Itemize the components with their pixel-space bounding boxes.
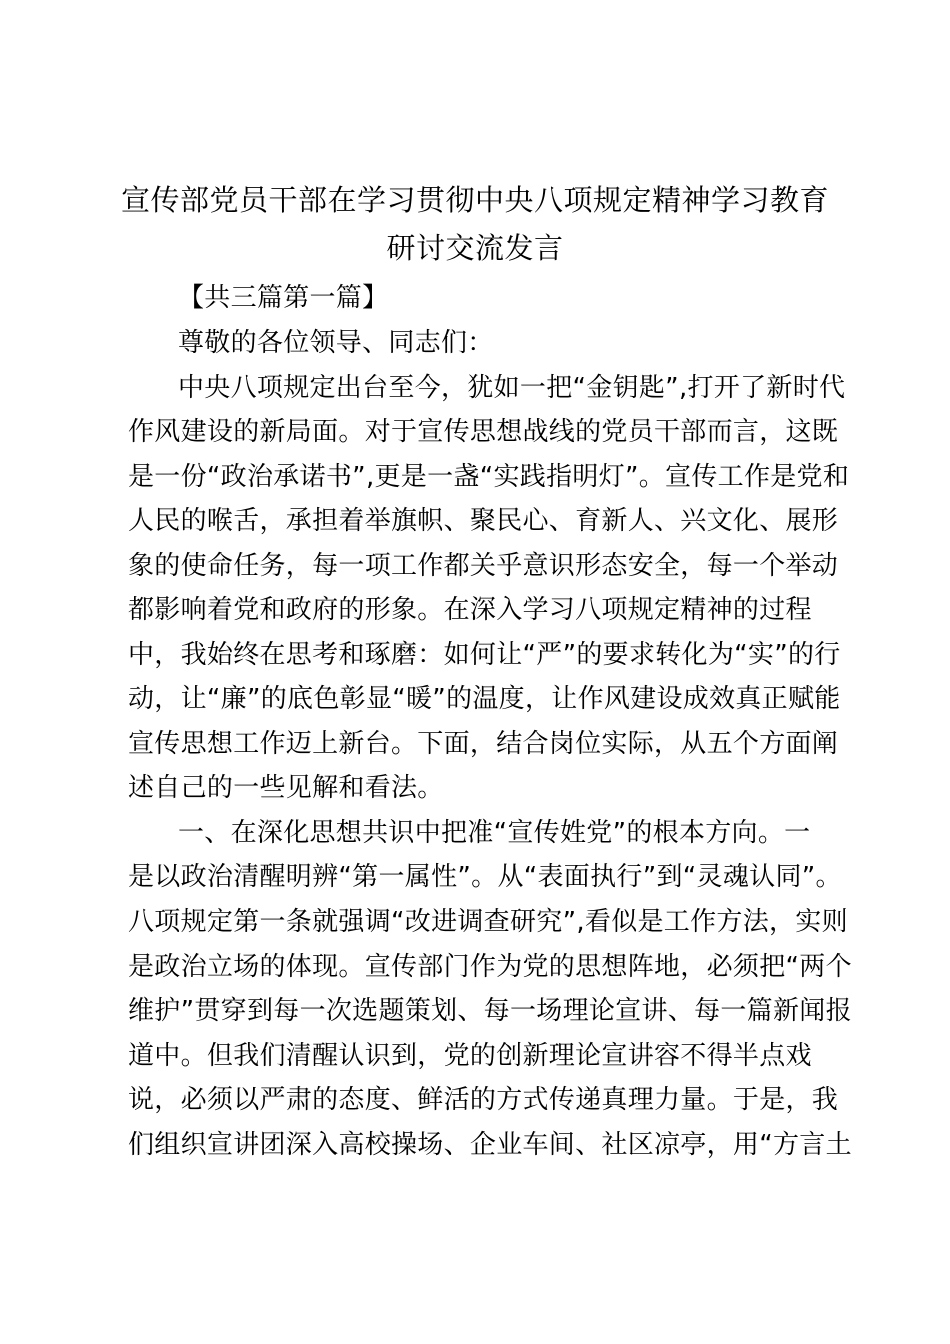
document-title-line-1: 宣传部党员干部在学习贯彻中央八项规定精神学习教育 — [120, 183, 829, 217]
paragraph-line: 是政治立场的体现。宣传部门作为党的思想阵地，必须把“两个 — [128, 952, 852, 982]
document-subtitle: 【共三篇第一篇】 — [178, 283, 389, 313]
paragraph-line: 中，我始终在思考和琢磨：如何让“严”的要求转化为“实”的行 — [128, 640, 841, 670]
document-title-line-2: 研讨交流发言 — [386, 231, 564, 265]
paragraph-line: 是一份“政治承诺书”,更是一盏“实践指明灯”。宣传工作是党和 — [128, 462, 850, 492]
paragraph-line: 动，让“廉”的底色彰显“暖”的温度，让作风建设成效真正赋能 — [128, 684, 841, 714]
paragraph-line: 是以政治清醒明辨“第一属性”。从“表面执行”到“灵魂认同”。 — [128, 862, 842, 892]
paragraph-line: 中央八项规定出台至今，犹如一把“金钥匙”,打开了新时代 — [178, 373, 846, 403]
salutation: 尊敬的各位领导、同志们： — [178, 328, 494, 358]
paragraph-line: 宣传思想工作迈上新台。下面，结合岗位实际，从五个方面阐 — [128, 729, 839, 759]
paragraph-line: 八项规定第一条就强调“改进调查研究”,看似是工作方法，实则 — [128, 907, 848, 937]
paragraph-line: 维护”贯穿到每一次选题策划、每一场理论宣讲、每一篇新闻报 — [128, 996, 852, 1026]
paragraph-line: 说，必须以严肃的态度、鲜活的方式传递真理力量。于是，我 — [128, 1085, 839, 1115]
paragraph-line: 象的使命任务，每一项工作都关乎意识形态安全，每一个举动 — [128, 551, 839, 581]
paragraph-line: 人民的喉舌，承担着举旗帜、聚民心、育新人、兴文化、展形 — [128, 506, 839, 536]
paragraph-line: 一、在深化思想共识中把准“宣传姓党”的根本方向。一 — [178, 818, 811, 848]
paragraph-line: 述自己的一些见解和看法。 — [128, 773, 444, 803]
paragraph-line: 都影响着党和政府的形象。在深入学习八项规定精神的过程 — [128, 595, 812, 625]
paragraph-line: 道中。但我们清醒认识到，党的创新理论宣讲容不得半点戏 — [128, 1041, 812, 1071]
paragraph-line: 们组织宣讲团深入高校操场、企业车间、社区凉亭，用“方言土 — [128, 1130, 852, 1160]
paragraph-line: 作风建设的新局面。对于宣传思想战线的党员干部而言，这既 — [128, 417, 839, 447]
